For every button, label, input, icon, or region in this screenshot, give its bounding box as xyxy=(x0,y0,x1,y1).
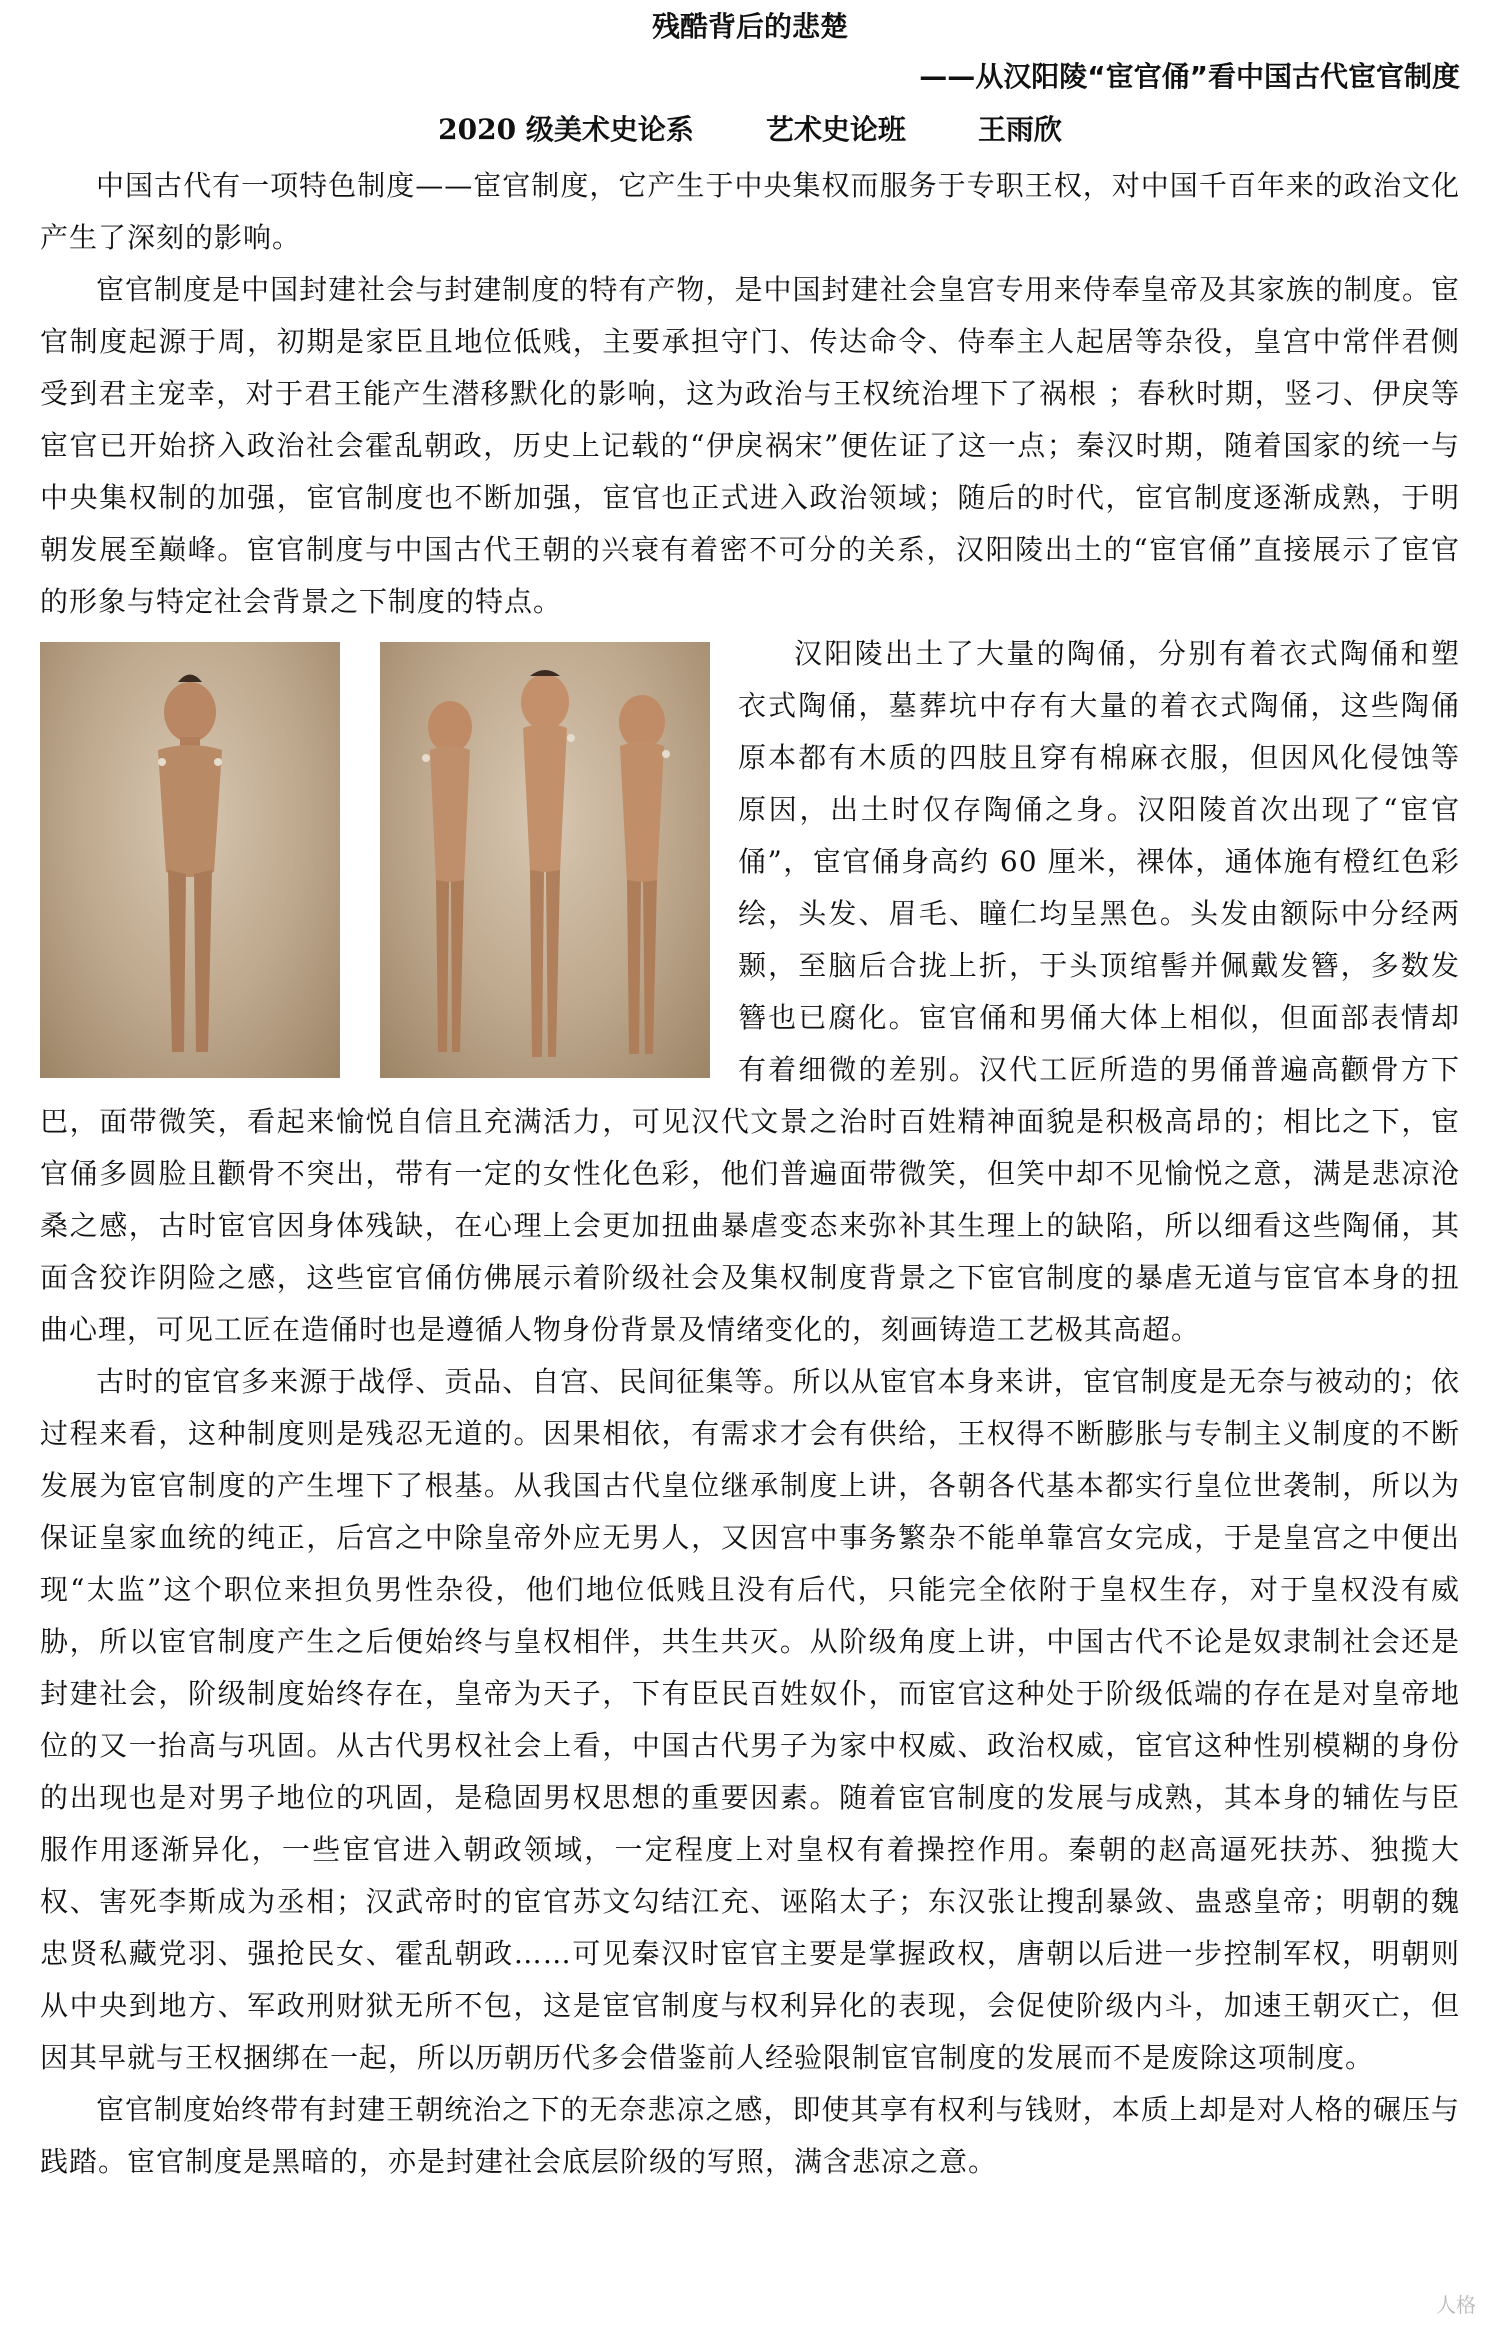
document-subtitle: ——从汉阳陵“宦官俑”看中国古代宦官制度 xyxy=(919,60,1460,93)
paragraph-5: 宦官制度始终带有封建王朝统治之下的无奈悲凉之感，即使其享有权利与钱财，本质上却是对人格的碾压与践踏。宦官制度是黑暗的，亦是封建社会底层阶级的写照，满含悲凉之意。 xyxy=(40,2093,1460,2178)
watermark: 人格 xyxy=(1436,2293,1476,2317)
document-body xyxy=(40,160,1460,2188)
figurine-photos xyxy=(40,642,710,1078)
byline xyxy=(40,110,1460,150)
three-eunuch-figurines-photo xyxy=(380,642,710,1078)
paragraph-2: 宦官制度是中国封建社会与封建制度的特有产物，是中国封建社会皇宫专用来侍奉皇帝及其家族的制度。宦官制度起源于周，初期是家臣且地位低贱，主要承担守门、传达命令、侍奉主人起居等杂役，皇宫中常伴君侧受到君主宠幸，对于君王能产生潜移默化的影响，这为政治与王权统治埋下了祸根 ；春秋时期，竖刁、伊戾等宦官已开始挤入政治社会霍乱朝政，历史上记载的“伊戾祸宋”便佐证了这一点；秦汉时期，随着国家的统一与中央集权制的加强，宦官制度也不断加强，宦官也正式进入政治领域；随后的时代，宦官制度逐渐成熟，于明朝发展至巅峰。宦官制度与中国古代王朝的兴衰有着密不可分的关系，汉阳陵出土的“宦官俑”直接展示了宦官的形象与特定社会背景之下制度的特点。 xyxy=(40,273,1460,618)
document-title: 残酷背后的悲楚 xyxy=(651,10,848,43)
byline-author: 王雨欣 xyxy=(977,113,1062,146)
paragraph-1: 中国古代有一项特色制度——宦官制度，它产生于中央集权而服务于专职王权，对中国千百年来的政治文化产生了深刻的影响。 xyxy=(40,169,1460,254)
byline-class: 2020 级美术史论系 xyxy=(438,113,694,146)
paragraph-4: 古时的宦官多来源于战俘、贡品、自宫、民间征集等。所以从宦官本身来讲，宦官制度是无奈与被动的；依过程来看，这种制度则是残忍无道的。因果相依，有需求才会有供给，王权得不断膨胀与专制主义制度的不断发展为宦官制度的产生埋下了根基。从我国古代皇位继承制度上讲，各朝各代基本都实行皇位世袭制，所以为保证皇家血统的纯正，后宫之中除皇帝外应无男人，又因宫中事务繁杂不能单靠宫女完成，于是皇宫之中便出现“太监”这个职位来担负男性杂役，他们地位低贱且没有后代，只能完全依附于皇权生存，对于皇权没有威胁，所以宦官制度产生之后便始终与皇权相伴，共生共灭。从阶级角度上讲，中国古代不论是奴隶制社会还是封建社会，阶级制度始终存在，皇帝为天子，下有臣民百姓奴仆，而宦官这种处于阶级低端的存在是对皇帝地位的又一抬高与巩固。从古代男权社会上看，中国古代男子为家中权威、政治权威，宦官这种性别模糊的身份的出现也是对男子地位的巩固，是稳固男权思想的重要因素。随着宦官制度的发展与成熟，其本身的辅佐与臣服作用逐渐异化，一些宦官进入朝政领域，一定程度上对皇权有着操控作用。秦朝的赵高逼死扶苏、独揽大权、害死李斯成为丞相；汉武帝时的宦官苏文勾结江充、诬陷太子；东汉张让搜刮暴敛、蛊惑皇帝；明朝的魏忠贤私藏党羽、强抢民女、霍乱朝政……可见秦汉时宦官主要是掌握政权，唐朝以后进一步控制军权，明朝则从中央到地方、军政刑财狱无所不包，这是宦官制度与权利异化的表现，会促使阶级内斗，加速王朝灭亡，但因其早就与王权捆绑在一起，所以历朝历代多会借鉴前人经验限制宦官制度的发展而不是废除这项制度。 xyxy=(40,1365,1460,2074)
paragraph-3: 汉阳陵出土了大量的陶俑，分别有着衣式陶俑和塑衣式陶俑，墓葬坑中存有大量的着衣式陶俑，这些陶俑原本都有木质的四肢且穿有棉麻衣服，但因风化侵蚀等原因，出土时仅存陶俑之身。汉阳陵首次出现了“宦官俑”，宦官俑身高约 60 厘米，裸体，通体施有橙红色彩绘，头发、眉毛、瞳仁均呈黑色。头发由额际中分经两颞，至脑后合拢上折，于头顶绾髻并佩戴发簪，多数发簪也已腐化。宦官俑和男俑大体上相似，但面部表情却有着细微的差别。汉代工匠所造的男俑普遍高颧骨方下巴，面带微笑，看起来愉悦自信且充满活力，可见汉代文景之治时百姓精神面貌是积极高昂的；相比之下，宦官俑多圆脸且颧骨不突出，带有一定的女性化色彩，他们普遍面带微笑，但笑中却不见愉悦之意，满是悲凉沧桑之感，古时宦官因身体残缺，在心理上会更加扭曲暴虐变态来弥补其生理上的缺陷，所以细看这些陶俑，其面含狡诈阴险之感，这些宦官俑仿佛展示着阶级社会及集权制度背景之下宦官制度的暴虐无道与宦官本身的扭曲心理，可见工匠在造俑时也是遵循人物身份背景及情绪变化的，刻画铸造工艺极其高超。 xyxy=(40,637,1460,1346)
single-eunuch-figurine-photo xyxy=(40,642,340,1078)
byline-program: 艺术史论班 xyxy=(765,113,906,146)
